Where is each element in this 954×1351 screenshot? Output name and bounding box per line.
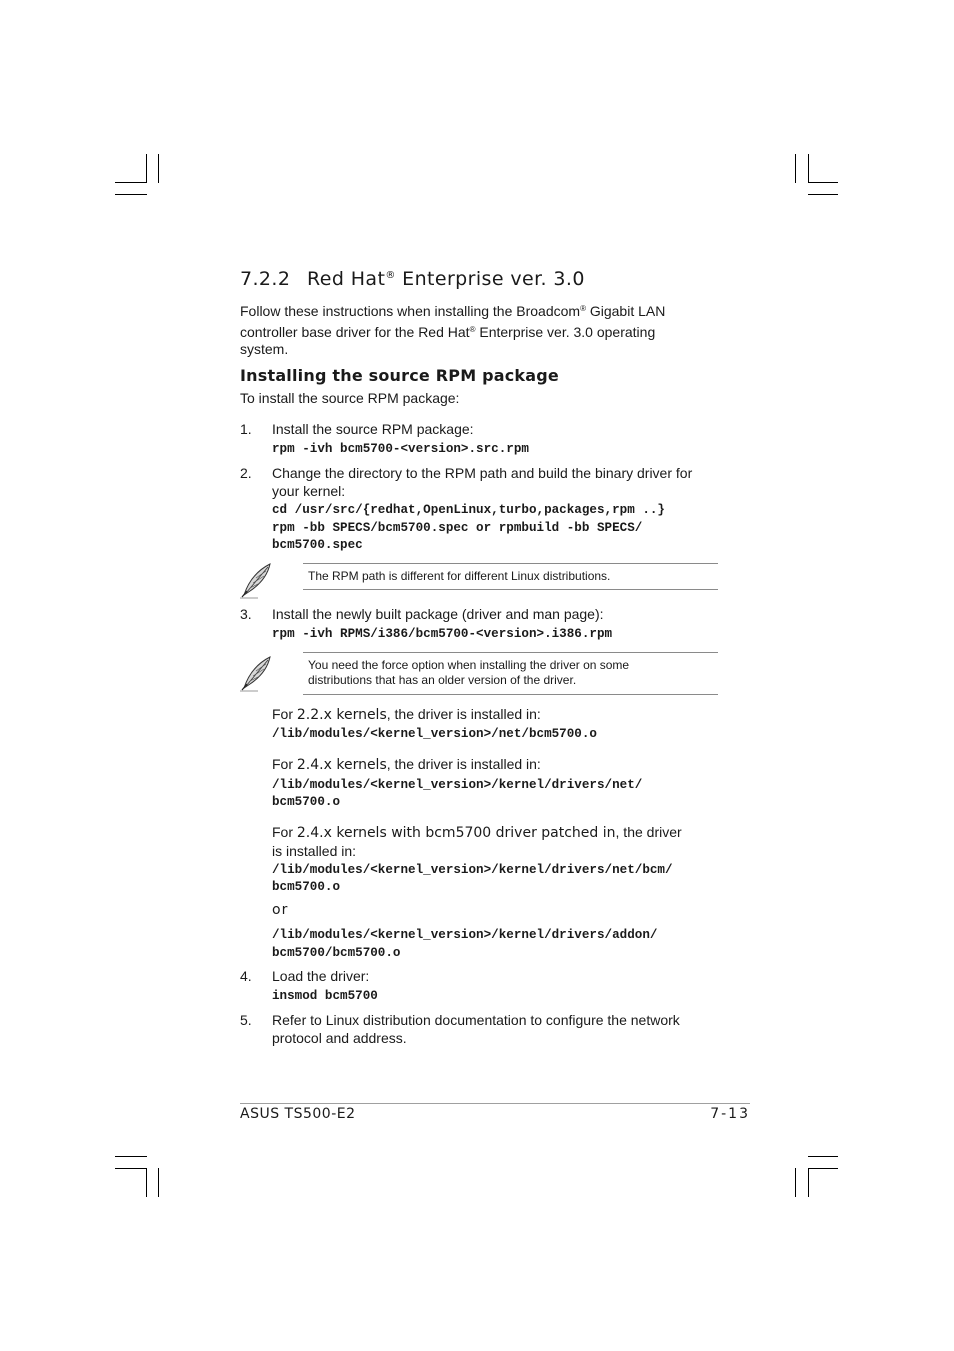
registered-mark: ® <box>385 270 396 281</box>
step-text: Install the source RPM package: <box>272 421 474 437</box>
registered-mark: ® <box>580 304 586 313</box>
intro-line-2 <box>240 321 720 342</box>
step-number: 3. <box>240 606 252 622</box>
crop-mark <box>146 1168 147 1197</box>
intro-text: Gigabit LAN <box>585 303 666 319</box>
kernel-line <box>272 756 720 775</box>
step-number: 4. <box>240 968 252 984</box>
crop-mark <box>115 182 147 183</box>
kernel-pre: For <box>272 756 297 772</box>
code-line: rpm -bb SPECS/bcm5700.spec or rpmbuild -bb SPECS/ <box>272 521 643 535</box>
step-number: 5. <box>240 1012 252 1028</box>
step-text: Install the newly built package (driver and man page): <box>272 606 604 622</box>
crop-mark <box>115 1156 147 1157</box>
note-pen-icon <box>238 561 274 599</box>
kernel-line <box>272 706 720 725</box>
section-heading <box>240 268 585 290</box>
code-line: insmod bcm5700 <box>272 989 378 1003</box>
intro-paragraph <box>240 300 720 359</box>
section-title-pre: Red Hat <box>307 268 386 290</box>
code-line: bcm5700.spec <box>272 538 363 552</box>
crop-mark <box>158 1168 159 1197</box>
crop-mark <box>115 194 147 195</box>
kernel-pre: For <box>272 706 297 722</box>
footer-rule <box>240 1103 750 1104</box>
note-pen-icon <box>238 654 274 692</box>
code-line: cd /usr/src/{redhat,OpenLinux,turbo,packages,rpm ..} <box>272 503 665 517</box>
crop-mark <box>808 182 838 183</box>
step-text <box>272 1012 720 1047</box>
step-text <box>272 465 720 500</box>
intro-text: Enterprise ver. 3.0 operating <box>475 323 656 340</box>
kernel-version: 2.4.x kernels <box>296 757 387 773</box>
section-title-post: Enterprise ver. 3.0 <box>395 268 585 290</box>
note-text: The RPM path is different for different Linux distributions. <box>308 569 611 583</box>
code-line: bcm5700.o <box>272 795 341 809</box>
crop-mark <box>795 1168 796 1197</box>
note-box <box>303 563 718 590</box>
crop-mark <box>808 1168 838 1169</box>
step-number: 2. <box>240 465 252 481</box>
crop-mark <box>146 154 147 183</box>
crop-mark <box>808 1168 809 1197</box>
lead-text: To install the source RPM package: <box>240 390 460 406</box>
crop-mark <box>808 194 838 195</box>
kernel-line <box>272 824 732 860</box>
footer-product: ASUS TS500-E2 <box>240 1106 356 1122</box>
code-line: /lib/modules/<kernel_version>/kernel/drivers/addon/ <box>272 928 658 942</box>
section-number: 7.2.2 <box>240 268 291 290</box>
crop-mark <box>795 154 796 183</box>
step-number: 1. <box>240 421 252 437</box>
intro-line-3: system. <box>240 341 289 357</box>
code-line: /lib/modules/<kernel_version>/kernel/drivers/net/ <box>272 778 643 792</box>
code-line: /lib/modules/<kernel_version>/net/bcm5700.o <box>272 727 597 741</box>
step-text-line: protocol and address. <box>272 1029 407 1046</box>
step-text-line: Change the directory to the RPM path and build the binary driver for <box>272 465 693 481</box>
kernel-line-2: is installed in: <box>272 842 357 859</box>
kernel-version: 2.4.x kernels with bcm5700 driver patched in <box>296 825 616 841</box>
kernel-version: 2.2.x kernels <box>296 707 387 723</box>
crop-mark <box>808 154 809 183</box>
note-text: distributions that has an older version of the driver. <box>308 673 577 687</box>
step-text-line: your kernel: <box>272 482 346 499</box>
code-line: /lib/modules/<kernel_version>/kernel/drivers/net/bcm/ <box>272 863 673 877</box>
kernel-pre: For <box>272 824 297 840</box>
code-line: bcm5700.o <box>272 880 341 894</box>
footer-page-number: 7-13 <box>710 1106 750 1122</box>
code-line: rpm -ivh bcm5700-<version>.src.rpm <box>272 442 529 456</box>
kernel-post: , the driver is installed in: <box>386 706 541 722</box>
registered-mark: ® <box>469 324 476 334</box>
intro-text: controller base driver for the Red Hat <box>240 323 470 340</box>
note-text: You need the force option when installing the driver on some <box>308 658 630 672</box>
code-line: bcm5700/bcm5700.o <box>272 946 401 960</box>
note-box <box>303 652 718 695</box>
subsection-heading: Installing the source RPM package <box>240 366 559 385</box>
step-text-line: Refer to Linux distribution documentation to configure the network <box>272 1012 680 1028</box>
kernel-line-1 <box>272 824 732 843</box>
crop-mark <box>115 1168 147 1169</box>
kernel-post: , the driver <box>615 824 682 840</box>
crop-mark <box>158 154 159 183</box>
crop-mark <box>808 1156 838 1157</box>
step-text: Load the driver: <box>272 968 370 984</box>
code-line: rpm -ivh RPMS/i386/bcm5700-<version>.i386.rpm <box>272 627 613 641</box>
or-label: or <box>272 902 289 918</box>
kernel-post: , the driver is installed in: <box>386 756 541 772</box>
intro-text: Follow these instructions when installing the Broadcom <box>240 303 581 319</box>
intro-line-1 <box>240 300 720 321</box>
